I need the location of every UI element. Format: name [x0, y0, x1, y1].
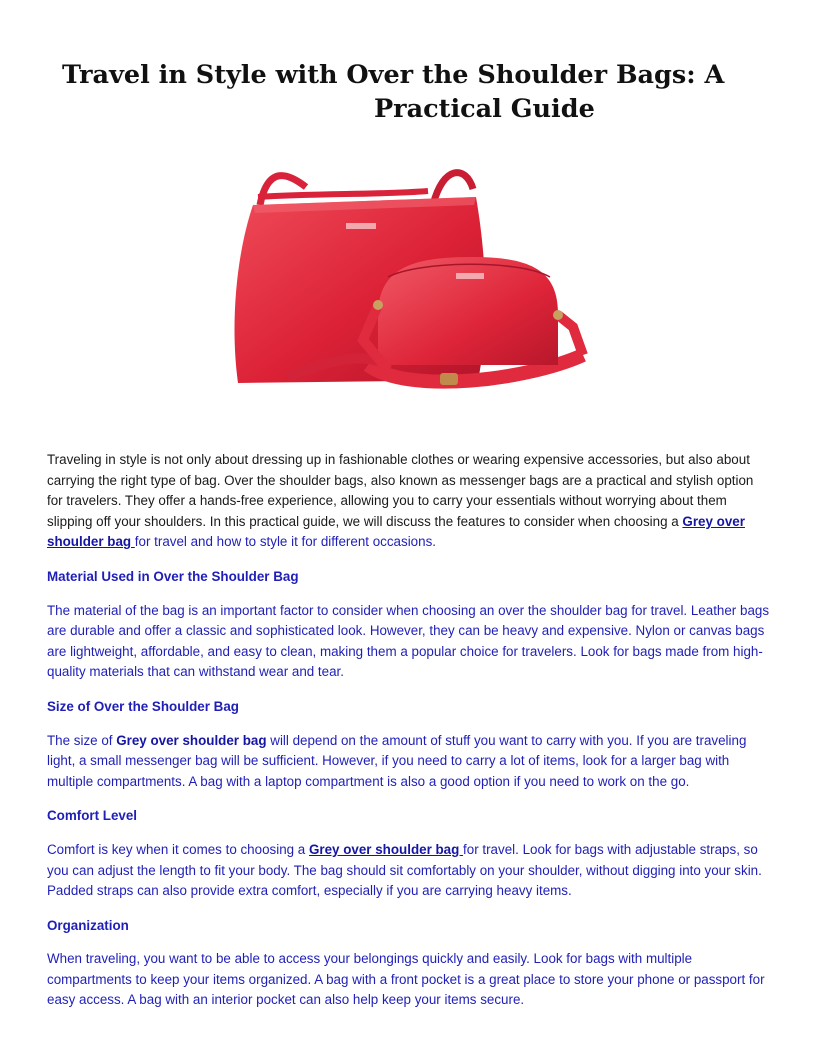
title-line-1: Travel in Style with Over the Shoulder Bags: A [62, 60, 725, 90]
grey-bag-link-comfort[interactable]: Grey over shoulder bag [308, 841, 464, 857]
article-body [47, 450, 772, 1011]
section-heading-comfort: Comfort Level [47, 808, 138, 824]
size-text-after: will depend on the amount of stuff you want to carry with you. If you are traveling light, a small messenger bag will be sufficient. However, if you need to carry a lot of items, look for a larger bag with multiple compartments. A bag with a laptop compartment is also a good option if you need to work on the go. [47, 732, 747, 789]
size-text: The size of [47, 732, 117, 748]
red-shoulder-bag-image [228, 165, 593, 397]
section-heading-organization: Organization [47, 917, 129, 933]
comfort-text: Comfort is key when it comes to choosing a [47, 841, 309, 857]
section-heading-material: Material Used in Over the Shoulder Bag [47, 568, 299, 584]
section-body-comfort [47, 840, 772, 902]
comfort-text-after: for travel. Look for bags with adjustable straps, so you can adjust the length to fit your body. The bag should sit comfortably on your shoulder, without digging into your skin. Padded straps can also provide extra comfort, especially if you are carrying heavy items. [47, 841, 762, 899]
section-body-material: The material of the bag is an important factor to consider when choosing an over the shoulder bag for travel. Leather bags are durable and offer a classic and sophisticated look. However, they can be heavy and expensive. Nylon or canvas bags are lightweight, affordable, and easy to clean, making them a popular choice for travelers. Look for bags made from high-quality materials that can withstand wear and tear. [47, 602, 770, 680]
section-heading-size: Size of Over the Shoulder Bag [47, 698, 239, 714]
intro-paragraph [47, 450, 772, 553]
title-line-2: Practical Guide [374, 94, 595, 124]
section-body-size [47, 731, 772, 793]
section-body-organization: When traveling, you want to be able to access your belongings quickly and easily. Look for bags with multiple compartments to keep your items organized. A bag with a front pocket is a great place to store your phone or passport for easy access. A bag with an interior pocket can also help keep your items secure. [47, 951, 765, 1008]
intro-text: Traveling in style is not only about dressing up in fashionable clothes or wearing expensive accessories, but also about carrying the right type of bag. Over the shoulder bags, also known as messenger bags are a practical and stylish option for travelers. They offer a hands-free experience, allowing you to carry your essentials without worrying about them slipping off your shoulders. In this practical guide, we will discuss the features to consider when choosing a [47, 452, 754, 529]
grey-bag-link-intro[interactable]: Grey over shoulder bag [47, 513, 745, 550]
grey-bag-keyword: Grey over shoulder bag [116, 732, 267, 748]
intro-text-after: for travel and how to style it for different occasions. [134, 534, 436, 550]
